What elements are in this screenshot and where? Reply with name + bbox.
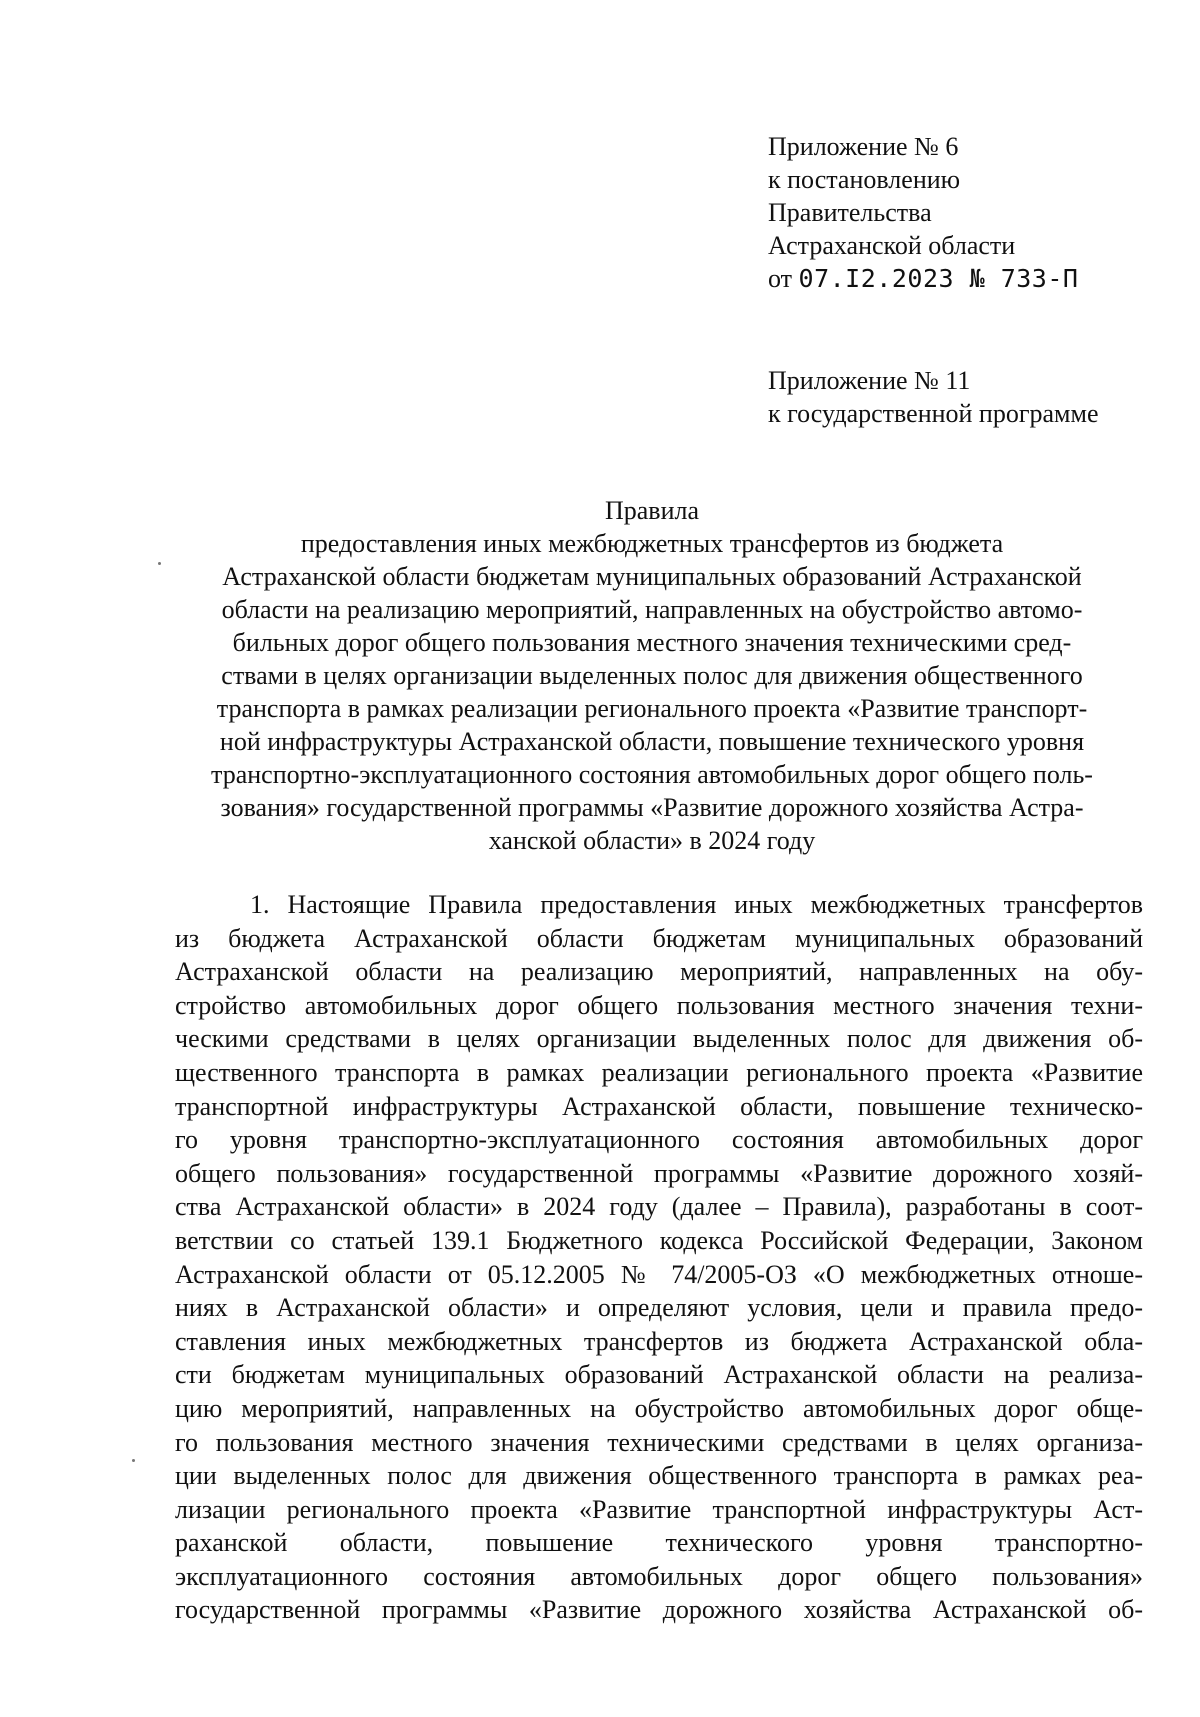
document-title (160, 494, 1144, 857)
appendix-11-title: Приложение № 11 (768, 366, 971, 395)
title-line: зования» государственной программы «Развитие дорожного хозяйства Астра- (220, 793, 1084, 822)
body-line: из бюджета Астраханской области бюджетам муниципальных образований (175, 923, 1143, 953)
title-line: транспорта в рамках реализации регионального проекта «Развитие транспорт- (216, 694, 1088, 723)
body-line: 1. Настоящие Правила предоставления иных межбюджетных трансфертов (250, 890, 1143, 919)
body-line: государственной программы «Развитие дорожного хозяйства Астраханской об- (175, 1595, 1143, 1625)
appendix-6-government-line: Правительства (768, 198, 932, 227)
appendix-11-program-line: к государственной программе (768, 399, 1099, 428)
appendix-6-title: Приложение № 6 (768, 132, 959, 161)
body-line: лизации регионального проекта «Развитие транспортной инфраструктуры Аст- (175, 1494, 1143, 1524)
title-line: области на реализацию мероприятий, направленных на обустройство автомо- (221, 595, 1083, 624)
body-line: ства Астраханской области» в 2024 году (далее – Правила), разработаны в соот- (175, 1192, 1143, 1222)
body-line: Астраханской области на реализацию мероприятий, направленных на обу- (175, 957, 1143, 987)
body-line: ниях в Астраханской области» и определяют условия, цели и правила предо- (175, 1293, 1143, 1323)
title-line: ханской области» в 2024 году (488, 826, 816, 855)
scan-speck (158, 562, 161, 565)
date-prefix: от (768, 264, 793, 293)
body-line: транспортной инфраструктуры Астраханской области, повышение техническо- (175, 1091, 1143, 1121)
appendix-11-header (768, 364, 1099, 430)
body-line: щественного транспорта в рамках реализации регионального проекта «Развитие (175, 1057, 1143, 1087)
appendix-6-region-line: Астраханской области (768, 231, 1016, 260)
body-line: общего пользования» государственной программы «Развитие дорожного хозяй- (175, 1158, 1143, 1188)
title-line: транспортно-эксплуатационного состояния автомобильных дорог общего поль- (211, 760, 1093, 789)
body-line: ции выделенных полос для движения общественного транспорта в рамках реа- (175, 1461, 1143, 1491)
body-paragraph-1 (175, 888, 1143, 1627)
title-line: Правила (604, 496, 700, 525)
body-line: ставления иных межбюджетных трансфертов из бюджета Астраханской обла- (175, 1326, 1143, 1356)
appendix-6-resolution-line: к постановлению (768, 165, 961, 194)
scan-speck (132, 1459, 135, 1462)
appendix-6-date-line (768, 262, 1078, 295)
title-line: ной инфраструктуры Астраханской области, повышение технического уровня (219, 727, 1085, 756)
body-line: стройство автомобильных дорог общего пользования местного значения техни- (175, 990, 1143, 1020)
title-line: предоставления иных межбюджетных трансфертов из бюджета (300, 529, 1004, 558)
body-line: Астраханской области от 05.12.2005 № 74/2005-ОЗ «О межбюджетных отноше- (175, 1259, 1143, 1289)
body-line: го пользования местного значения техническими средствами в целях организа- (175, 1427, 1143, 1457)
body-line: ческими средствами в целях организации выделенных полос для движения об- (175, 1024, 1143, 1054)
date-stamp: 07.I2.2023 № 733-П (798, 264, 1079, 293)
body-line: сти бюджетам муниципальных образований Астраханской области на реализа- (175, 1360, 1143, 1390)
title-line: бильных дорог общего пользования местного значения техническими сред- (232, 628, 1072, 657)
body-line: раханской области, повышение технического уровня транспортно- (175, 1528, 1143, 1558)
title-line: ствами в целях организации выделенных полос для движения общественного (221, 661, 1083, 690)
body-line: го уровня транспортно-эксплуатационного состояния автомобильных дорог (175, 1125, 1143, 1155)
title-line: Астраханской области бюджетам муниципальных образований Астраханской (222, 562, 1082, 591)
body-line: ветствии со статьей 139.1 Бюджетного кодекса Российской Федерации, Законом (175, 1225, 1143, 1255)
body-line: цию мероприятий, направленных на обустройство автомобильных дорог обще- (175, 1393, 1143, 1423)
appendix-6-header (768, 130, 1078, 295)
body-line: эксплуатационного состояния автомобильных дорог общего пользования» (175, 1561, 1143, 1591)
